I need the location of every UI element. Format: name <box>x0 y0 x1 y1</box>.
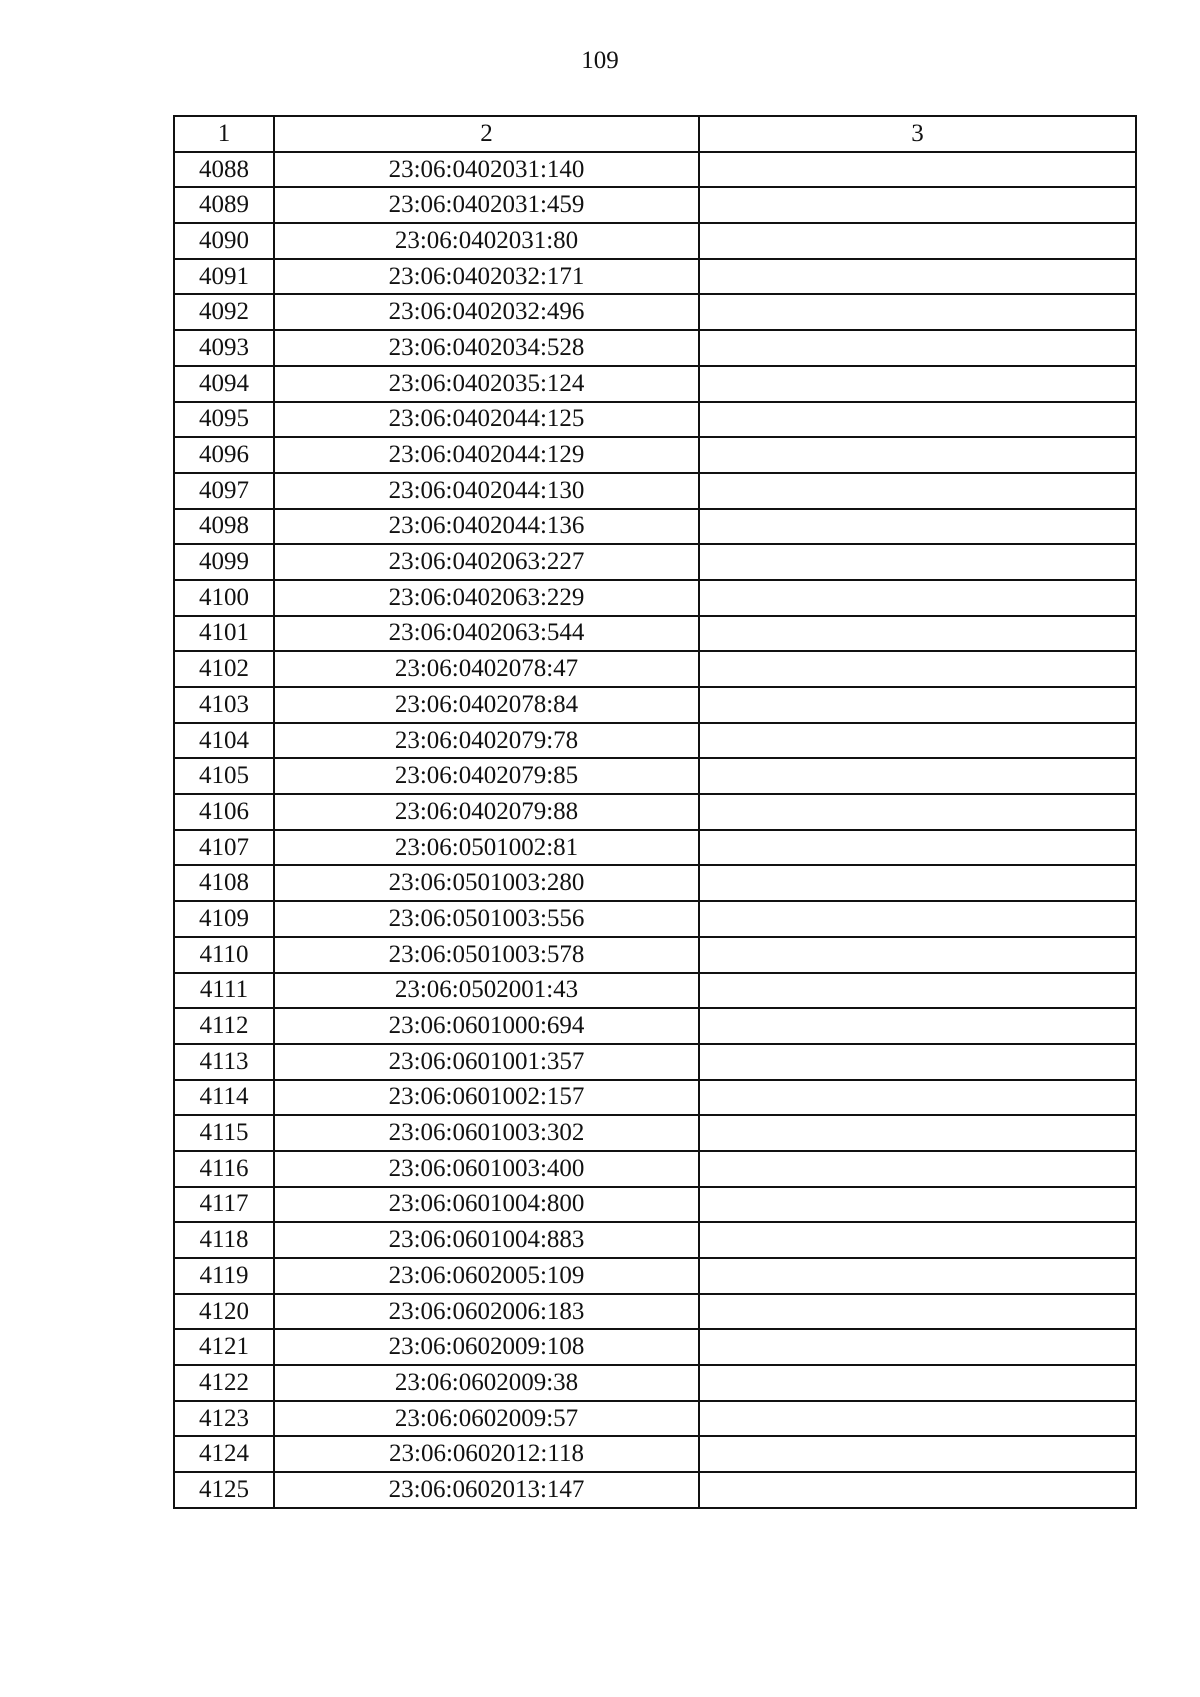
row-number-cell: 4114 <box>174 1080 274 1116</box>
note-cell <box>699 1436 1136 1472</box>
header-cell-column-3: 3 <box>699 116 1136 152</box>
cadastral-number-cell: 23:06:0402044:136 <box>274 509 699 545</box>
cadastral-number-cell: 23:06:0402044:130 <box>274 473 699 509</box>
cadastral-number-cell: 23:06:0602005:109 <box>274 1258 699 1294</box>
cadastral-number-cell: 23:06:0601002:157 <box>274 1080 699 1116</box>
table-row <box>174 687 1136 723</box>
note-cell <box>699 366 1136 402</box>
table-row <box>174 1329 1136 1365</box>
table-row <box>174 366 1136 402</box>
table-row <box>174 1365 1136 1401</box>
cadastral-number-cell: 23:06:0402079:88 <box>274 794 699 830</box>
note-cell <box>699 1329 1136 1365</box>
note-cell <box>699 1258 1136 1294</box>
note-cell <box>699 1044 1136 1080</box>
row-number-cell: 4099 <box>174 544 274 580</box>
row-number-cell: 4104 <box>174 723 274 759</box>
cadastral-number-cell: 23:06:0501002:81 <box>274 830 699 866</box>
cadastral-number-cell: 23:06:0501003:578 <box>274 937 699 973</box>
note-cell <box>699 1151 1136 1187</box>
table-row <box>174 152 1136 188</box>
table-row <box>174 794 1136 830</box>
row-number-cell: 4095 <box>174 402 274 438</box>
row-number-cell: 4117 <box>174 1187 274 1223</box>
cadastral-number-cell: 23:06:0402079:85 <box>274 758 699 794</box>
row-number-cell: 4089 <box>174 187 274 223</box>
note-cell <box>699 223 1136 259</box>
table-row <box>174 1258 1136 1294</box>
cadastral-number-cell: 23:06:0402078:47 <box>274 651 699 687</box>
cadastral-number-cell: 23:06:0602009:38 <box>274 1365 699 1401</box>
cadastral-number-cell: 23:06:0402063:229 <box>274 580 699 616</box>
note-cell <box>699 687 1136 723</box>
cadastral-number-cell: 23:06:0602013:147 <box>274 1472 699 1508</box>
table-row <box>174 758 1136 794</box>
table-row <box>174 259 1136 295</box>
cadastral-number-cell: 23:06:0402063:227 <box>274 544 699 580</box>
table-row <box>174 1472 1136 1508</box>
table-body <box>174 152 1136 1508</box>
cadastral-number-cell: 23:06:0602009:57 <box>274 1401 699 1437</box>
table-row <box>174 580 1136 616</box>
row-number-cell: 4113 <box>174 1044 274 1080</box>
table-row <box>174 473 1136 509</box>
note-cell <box>699 544 1136 580</box>
row-number-cell: 4103 <box>174 687 274 723</box>
row-number-cell: 4115 <box>174 1115 274 1151</box>
cadastral-number-cell: 23:06:0601004:883 <box>274 1222 699 1258</box>
table-row <box>174 544 1136 580</box>
note-cell <box>699 294 1136 330</box>
note-cell <box>699 1222 1136 1258</box>
table-row <box>174 1401 1136 1437</box>
cadastral-number-cell: 23:06:0602009:108 <box>274 1329 699 1365</box>
note-cell <box>699 437 1136 473</box>
note-cell <box>699 651 1136 687</box>
note-cell <box>699 901 1136 937</box>
cadastral-number-cell: 23:06:0402035:124 <box>274 366 699 402</box>
note-cell <box>699 723 1136 759</box>
row-number-cell: 4123 <box>174 1401 274 1437</box>
note-cell <box>699 152 1136 188</box>
row-number-cell: 4090 <box>174 223 274 259</box>
cadastral-number-cell: 23:06:0502001:43 <box>274 973 699 1009</box>
row-number-cell: 4101 <box>174 616 274 652</box>
row-number-cell: 4098 <box>174 509 274 545</box>
note-cell <box>699 1472 1136 1508</box>
table-row <box>174 437 1136 473</box>
table-row <box>174 865 1136 901</box>
row-number-cell: 4105 <box>174 758 274 794</box>
row-number-cell: 4100 <box>174 580 274 616</box>
cadastral-number-cell: 23:06:0601000:694 <box>274 1008 699 1044</box>
row-number-cell: 4110 <box>174 937 274 973</box>
table-row <box>174 901 1136 937</box>
note-cell <box>699 1080 1136 1116</box>
cadastral-number-cell: 23:06:0402063:544 <box>274 616 699 652</box>
row-number-cell: 4096 <box>174 437 274 473</box>
note-cell <box>699 473 1136 509</box>
cadastral-number-cell: 23:06:0601001:357 <box>274 1044 699 1080</box>
table-row <box>174 1080 1136 1116</box>
table-row <box>174 973 1136 1009</box>
note-cell <box>699 187 1136 223</box>
row-number-cell: 4107 <box>174 830 274 866</box>
cadastral-number-cell: 23:06:0402034:528 <box>274 330 699 366</box>
cadastral-number-cell: 23:06:0402031:80 <box>274 223 699 259</box>
cadastral-number-cell: 23:06:0602006:183 <box>274 1294 699 1330</box>
table-row <box>174 830 1136 866</box>
table-row <box>174 651 1136 687</box>
cadastral-number-cell: 23:06:0402032:496 <box>274 294 699 330</box>
table-row <box>174 1222 1136 1258</box>
table-row <box>174 223 1136 259</box>
cadastral-number-cell: 23:06:0402031:459 <box>274 187 699 223</box>
note-cell <box>699 1187 1136 1223</box>
table-row <box>174 330 1136 366</box>
row-number-cell: 4124 <box>174 1436 274 1472</box>
cadastral-number-cell: 23:06:0402044:125 <box>274 402 699 438</box>
table-row <box>174 402 1136 438</box>
table-row <box>174 1044 1136 1080</box>
note-cell <box>699 616 1136 652</box>
note-cell <box>699 1401 1136 1437</box>
row-number-cell: 4102 <box>174 651 274 687</box>
cadastral-number-cell: 23:06:0402044:129 <box>274 437 699 473</box>
row-number-cell: 4094 <box>174 366 274 402</box>
row-number-cell: 4125 <box>174 1472 274 1508</box>
table-row <box>174 723 1136 759</box>
row-number-cell: 4118 <box>174 1222 274 1258</box>
row-number-cell: 4120 <box>174 1294 274 1330</box>
row-number-cell: 4092 <box>174 294 274 330</box>
note-cell <box>699 259 1136 295</box>
row-number-cell: 4111 <box>174 973 274 1009</box>
table-row <box>174 294 1136 330</box>
row-number-cell: 4108 <box>174 865 274 901</box>
cadastral-number-cell: 23:06:0501003:280 <box>274 865 699 901</box>
row-number-cell: 4093 <box>174 330 274 366</box>
cadastral-number-cell: 23:06:0402079:78 <box>274 723 699 759</box>
table-row <box>174 1187 1136 1223</box>
row-number-cell: 4121 <box>174 1329 274 1365</box>
note-cell <box>699 402 1136 438</box>
table-row <box>174 1151 1136 1187</box>
note-cell <box>699 830 1136 866</box>
table-row <box>174 616 1136 652</box>
cadastral-number-cell: 23:06:0402078:84 <box>274 687 699 723</box>
note-cell <box>699 330 1136 366</box>
note-cell <box>699 580 1136 616</box>
header-cell-column-2: 2 <box>274 116 699 152</box>
row-number-cell: 4112 <box>174 1008 274 1044</box>
cadastral-number-cell: 23:06:0602012:118 <box>274 1436 699 1472</box>
table-row <box>174 1115 1136 1151</box>
row-number-cell: 4106 <box>174 794 274 830</box>
table-row <box>174 937 1136 973</box>
cadastral-number-cell: 23:06:0402031:140 <box>274 152 699 188</box>
table-row <box>174 1436 1136 1472</box>
row-number-cell: 4109 <box>174 901 274 937</box>
cadastral-number-table <box>173 115 1137 1509</box>
cadastral-number-cell: 23:06:0501003:556 <box>274 901 699 937</box>
note-cell <box>699 1008 1136 1044</box>
table-row <box>174 1008 1136 1044</box>
cadastral-number-cell: 23:06:0601003:400 <box>274 1151 699 1187</box>
table-row <box>174 1294 1136 1330</box>
row-number-cell: 4119 <box>174 1258 274 1294</box>
note-cell <box>699 509 1136 545</box>
row-number-cell: 4091 <box>174 259 274 295</box>
cadastral-number-cell: 23:06:0601003:302 <box>274 1115 699 1151</box>
row-number-cell: 4116 <box>174 1151 274 1187</box>
row-number-cell: 4088 <box>174 152 274 188</box>
row-number-cell: 4122 <box>174 1365 274 1401</box>
note-cell <box>699 1115 1136 1151</box>
note-cell <box>699 1294 1136 1330</box>
note-cell <box>699 794 1136 830</box>
cadastral-number-cell: 23:06:0402032:171 <box>274 259 699 295</box>
note-cell <box>699 865 1136 901</box>
table-header-row <box>174 116 1136 152</box>
note-cell <box>699 973 1136 1009</box>
table-row <box>174 509 1136 545</box>
note-cell <box>699 937 1136 973</box>
note-cell <box>699 758 1136 794</box>
page-number: 109 <box>581 47 619 74</box>
cadastral-number-cell: 23:06:0601004:800 <box>274 1187 699 1223</box>
table-row <box>174 187 1136 223</box>
header-cell-column-1: 1 <box>174 116 274 152</box>
note-cell <box>699 1365 1136 1401</box>
row-number-cell: 4097 <box>174 473 274 509</box>
